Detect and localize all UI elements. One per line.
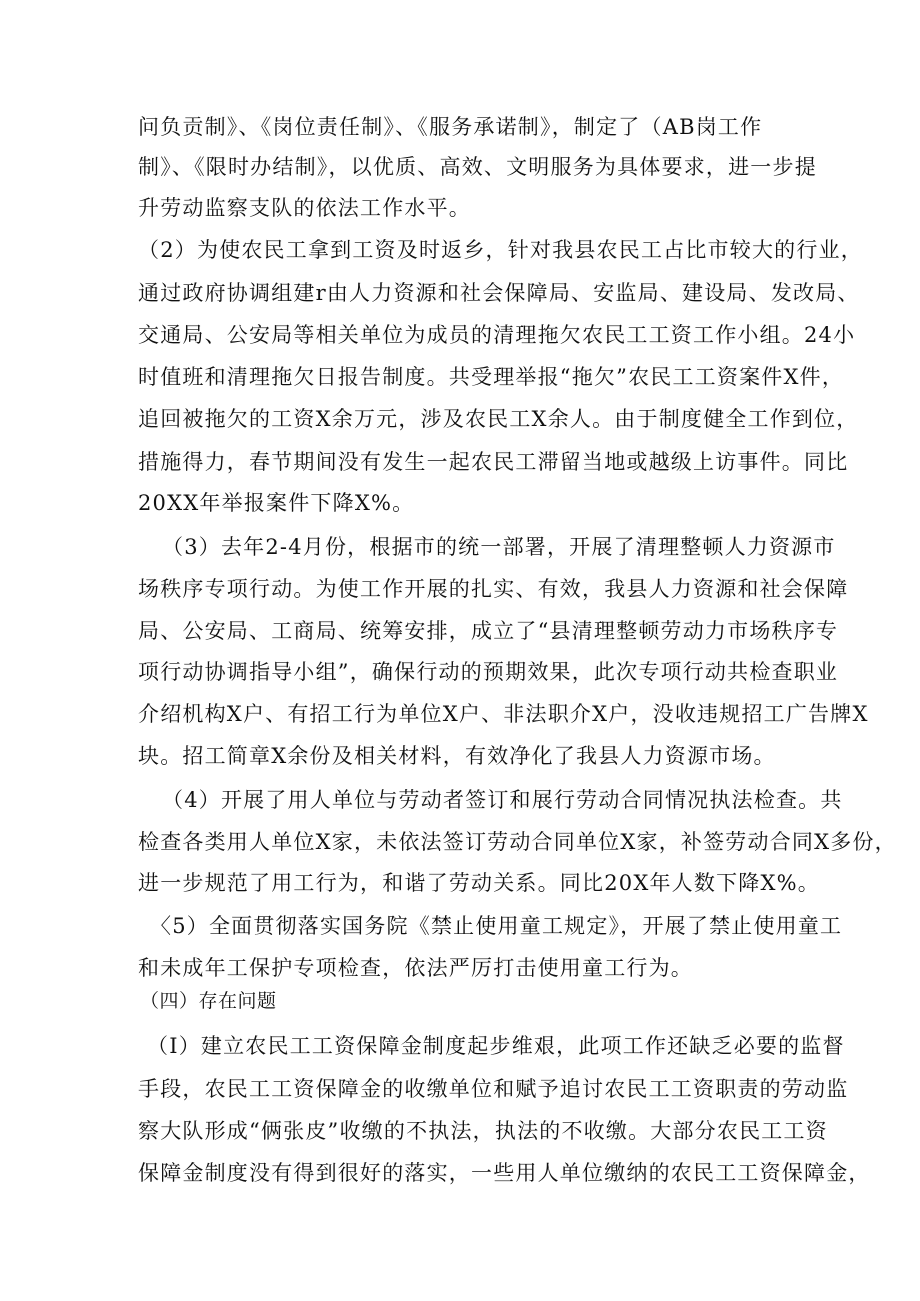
text-line: 场秩序专项行动。为使工作开展的扎实、有效，我县人力资源和社会保障 — [138, 577, 849, 601]
text-line: 局、公安局、工商局、统筹安排，成立了“县清理整顿劳动力市场秩序专 — [138, 619, 839, 643]
text-line: 项行动协调指导小组”，确保行动的预期效果，此次专项行动共检查职业 — [138, 660, 839, 684]
section-heading: （四）存在问题 — [140, 990, 277, 1012]
text-line: 保障金制度没有得到很好的落实，一些用人单位缴纳的农民工工资保障金， — [138, 1161, 871, 1185]
text-line: 介绍机构X户、有招工行为单位X户、非法职介X户，没收违规招工广告牌X — [138, 702, 869, 726]
text-line: 通过政府协调组建r由人力资源和社会保障局、安监局、建设局、发改局、 — [138, 281, 860, 305]
text-line: （4）开展了用人单位与劳动者签订和展行劳动合同情况执法检查。共 — [162, 788, 843, 812]
text-line: 时值班和清理拖欠日报告制度。共受理举报“拖欠”农民工工资案件X件， — [138, 365, 845, 389]
text-line: 交通局、公安局等相关单位为成员的清理拖欠农民工工资工作小组。24小 — [138, 323, 856, 347]
text-line: 手段，农民工工资保障金的收缴单位和赋予追讨农民工工资职责的劳动监 — [138, 1077, 849, 1101]
text-line: 20XX年举报案件下降X%。 — [138, 491, 415, 515]
text-line: 制》、《限时办结制》，以优质、高效、文明服务为具体要求，进一步提 — [138, 155, 817, 179]
text-line: 检查各类用人单位X家，未依法签订劳动合同单位X家，补签劳动合同X多份， — [138, 830, 897, 854]
text-line: 问负贡制》、《岗位责任制》、《服务承诺制》，制定了（AB岗工作 — [138, 115, 763, 139]
text-line: （2）为使农民工拿到工资及时返乡，针对我县农民工占比市较大的行业， — [138, 238, 863, 262]
text-line: 察大队形成“俩张皮”收缴的不执法，执法的不收缴。大部分农民工工资 — [138, 1119, 828, 1143]
text-line: （I）建立农民工工资保障金制度起步维艰，此项工作还缺乏必要的监督 — [147, 1034, 845, 1058]
text-line: （3）去年2-4月份，根据市的统一部署，开展了清理整顿人力资源市 — [162, 535, 836, 559]
text-line: 进一步规范了用工行为，和谐了劳动关系。同比20X年人数下降X%。 — [138, 871, 820, 895]
text-line: 措施得力，春节期间没有发生一起农民工滞留当地或越级上访事件。同比 — [138, 450, 849, 474]
text-line: 块。招工简章X余份及相关材料，有效净化了我县人力资源市场。 — [138, 744, 776, 768]
text-line: 追回被拖欠的工资X余万元，涉及农民工X余人。由于制度健全工作到位， — [138, 407, 859, 431]
text-line: 〈5）全面贯彻落实国务院《禁止使用童工规定》，开展了禁止使用童工 — [150, 914, 843, 938]
text-line: 升劳动监察支队的依法工作水平。 — [138, 196, 471, 220]
text-line: 和未成年工保护专项检查，依法严厉打击使用童工行为。 — [138, 956, 693, 980]
